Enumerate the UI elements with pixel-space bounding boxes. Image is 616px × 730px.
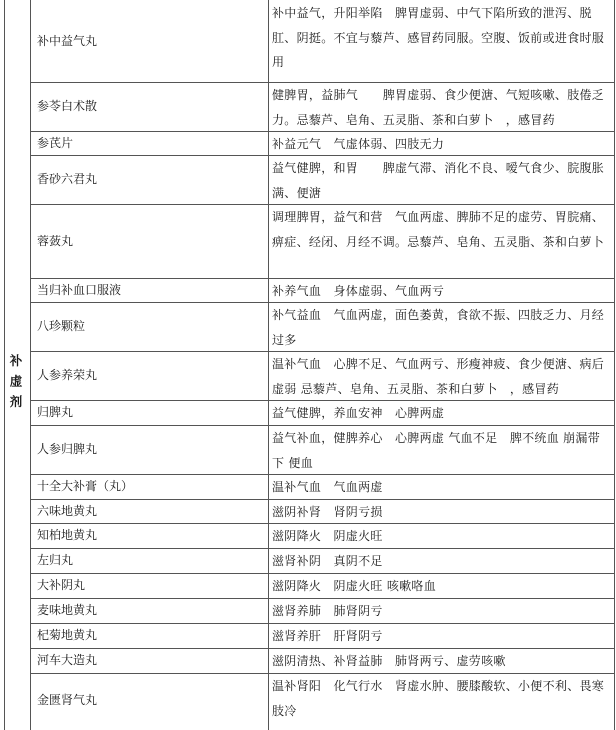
medicine-description: 滋阴降火 阴虚火旺 咳嗽咯血 bbox=[272, 579, 437, 593]
medicine-description: 滋肾补阴 真阴不足 bbox=[272, 554, 383, 568]
medicine-name: 杞菊地黄丸 bbox=[37, 628, 98, 643]
medicine-name: 蓉蔹丸 bbox=[37, 233, 74, 248]
medicine-description: 补养气血 身体虚弱、气血两亏 bbox=[272, 284, 445, 298]
medicine-name: 补中益气丸 bbox=[37, 33, 98, 48]
medicine-name: 香砂六君丸 bbox=[37, 172, 98, 187]
category-label: 补虚剂 bbox=[8, 354, 23, 416]
medicine-description: 滋肾养肝 肝肾阴亏 bbox=[272, 629, 383, 643]
medicine-description: 滋阴清热、补肾益肺 肺肾两亏、虚劳咳嗽 bbox=[272, 654, 506, 668]
table-border-right bbox=[614, 0, 615, 730]
medicine-name: 麦味地黄丸 bbox=[37, 603, 98, 618]
medicine-name: 人参养荣丸 bbox=[37, 368, 98, 383]
medicine-description: 滋肾养肺 肺肾阴亏 bbox=[272, 604, 383, 618]
medicine-name: 六味地黄丸 bbox=[37, 503, 98, 518]
medicine-name: 河车大造丸 bbox=[37, 653, 98, 668]
medicine-description: 健脾胃，益肺气 脾胃虚弱、食少便溏、气短咳嗽、肢倦乏力。忌藜芦、皂角、五灵脂、茶和白萝卜 ，感冒药 bbox=[272, 88, 605, 127]
medicine-description: 调理脾胃，益气和营 气血两虚、脾肺不足的虚劳、胃脘痛、痹症、经闭、月经不调。忌藜芦、皂角、五灵脂、茶和白萝卜 bbox=[272, 210, 605, 249]
medicine-description: 温补肾阳 化气行水 肾虚水肿、腰膝酸软、小便不利、畏寒肢冷 bbox=[272, 679, 605, 718]
medicine-description: 补中益气，升阳举陷 脾胃虚弱、中气下陷所致的泄泻、脱肛、阴挺。不宜与藜芦、感冒药同服。空腹、饭前或进食时服用 bbox=[272, 6, 605, 69]
medicine-name: 知柏地黄丸 bbox=[37, 528, 98, 543]
medicine-description: 温补气血 气血两虚 bbox=[272, 480, 383, 494]
medicine-name: 当归补血口服液 bbox=[37, 282, 122, 297]
medicine-name: 参芪片 bbox=[37, 135, 74, 150]
medicine-description: 温补气血 心脾不足、气血两亏、形瘦神疲、食少便溏、病后虚弱 忌藜芦、皂角、五灵脂、茶和白萝卜 ，感冒药 bbox=[272, 357, 605, 396]
medicine-name: 金匮肾气丸 bbox=[37, 692, 98, 707]
medicine-name: 十全大补膏（丸） bbox=[37, 479, 134, 494]
medicine-name: 参苓白术散 bbox=[37, 99, 98, 114]
medicine-name: 左归丸 bbox=[37, 553, 74, 568]
medicine-description: 补益元气 气虚体弱、四肢无力 bbox=[272, 137, 445, 151]
medicine-name: 八珍颗粒 bbox=[37, 319, 86, 334]
medicine-description: 益气补血，健脾养心 心脾两虚 气血不足 脾不统血 崩漏带下 便血 bbox=[272, 431, 601, 470]
table-border-left bbox=[4, 0, 5, 730]
medicine-description: 滋阴补肾 肾阴亏损 bbox=[272, 505, 383, 519]
medicine-description: 益气健脾，养血安神 心脾两虚 bbox=[272, 406, 445, 420]
medicine-description: 益气健脾，和胃 脾虚气滞、消化不良、嗳气食少、脘腹胀满、便溏 bbox=[272, 161, 605, 200]
medicine-name: 大补阴丸 bbox=[37, 578, 86, 593]
medicine-name: 归脾丸 bbox=[37, 405, 74, 420]
medicine-name: 人参归脾丸 bbox=[37, 442, 98, 457]
medicine-description: 补气益血 气血两虚，面色萎黄，食欲不振、四肢乏力、月经过多 bbox=[272, 308, 605, 347]
medicine-description: 滋阴降火 阴虚火旺 bbox=[272, 529, 383, 543]
